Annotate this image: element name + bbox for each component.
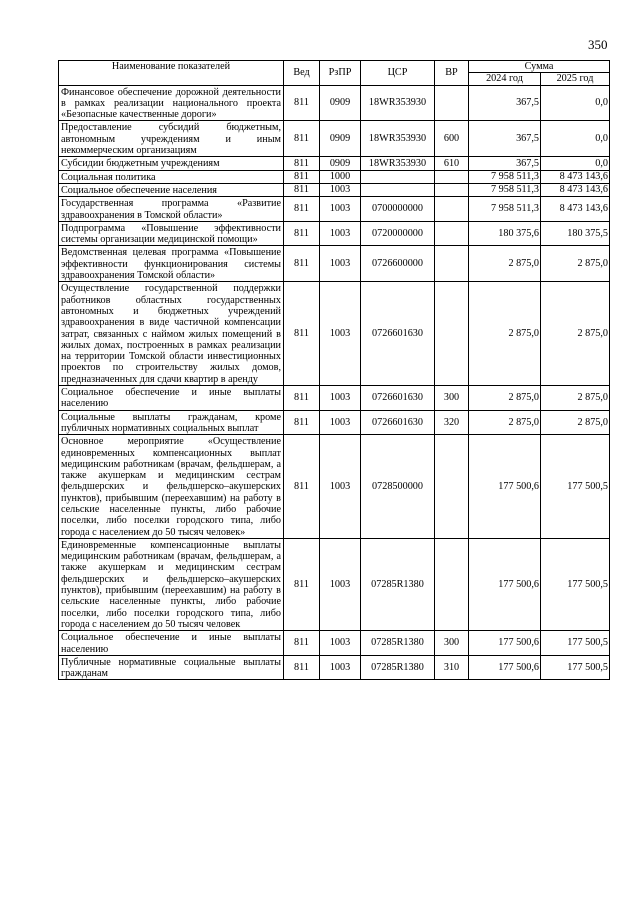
row-ved: 811: [284, 183, 320, 196]
row-name: Осуществление государственной поддержки работников областных государственных автономных и бюджетных учреждений здравоохранения в виде частичной компенсации затрат, связанных с наймом жилых помещений в жилых домах, построенных в рамках реализации на территории Томской области инвестиционных проектов по строительству жилых домов, предназначенных для сдачи квартир в аренду: [59, 282, 284, 386]
row-sum-2024: 180 375,6: [469, 221, 541, 246]
row-name: Единовременные компенсационные выплаты медицинским работникам (врачам, фельдшерам, а также акушеркам и медицинским сестрам фельдшерских и фельдшерско–акушерских пунктов), прибывшим (переехавшим) на работу в сельские населенные пункты, либо рабочие поселки, либо поселки городского типа, либо города с населением до 50 тысяч человек: [59, 538, 284, 630]
row-csr: 18WR353930: [361, 157, 435, 170]
row-csr: 0726600000: [361, 246, 435, 282]
row-sum-2025: 0,0: [541, 85, 610, 121]
header-vr: ВР: [435, 61, 469, 86]
row-vr: 320: [435, 410, 469, 435]
row-sum-2025: 0,0: [541, 157, 610, 170]
table-row: [59, 157, 610, 170]
row-vr: 300: [435, 386, 469, 411]
row-name: Основное мероприятие «Осуществление единовременных компенсационных выплат медицинским работникам (врачам, фельдшерам, а также акушеркам и медицинским сестрам фельдшерских и фельдшерско–акушерских пунктов), прибывшим (переехавшим) на работу в сельские населенные пункты, либо рабочие поселки, либо поселки городского типа, либо города с населением до 50 тысяч человек»: [59, 435, 284, 539]
row-vr: [435, 197, 469, 222]
row-ved: 811: [284, 121, 320, 157]
row-rzpr: 1000: [320, 170, 361, 183]
row-name: Государственная программа «Развитие здравоохранения в Томской области»: [59, 197, 284, 222]
row-vr: [435, 435, 469, 539]
row-sum-2025: 177 500,5: [541, 655, 610, 680]
header-ved: Вед: [284, 61, 320, 86]
row-sum-2025: 2 875,0: [541, 246, 610, 282]
row-csr: [361, 170, 435, 183]
page-number: 350: [588, 37, 608, 52]
table-row: [59, 410, 610, 435]
table-row: [59, 246, 610, 282]
row-sum-2024: 177 500,6: [469, 538, 541, 630]
table-row: [59, 655, 610, 680]
row-name: Социальное обеспечение и иные выплаты населению: [59, 386, 284, 411]
row-vr: 600: [435, 121, 469, 157]
row-ved: 811: [284, 197, 320, 222]
row-rzpr: 1003: [320, 197, 361, 222]
row-sum-2025: 177 500,5: [541, 631, 610, 656]
row-vr: [435, 221, 469, 246]
row-rzpr: 1003: [320, 386, 361, 411]
table-row: [59, 183, 610, 196]
header-name: Наименование показателей: [59, 61, 284, 86]
row-sum-2024: 177 500,6: [469, 655, 541, 680]
row-ved: 811: [284, 655, 320, 680]
row-ved: 811: [284, 538, 320, 630]
row-rzpr: 1003: [320, 183, 361, 196]
table-row: [59, 170, 610, 183]
row-sum-2025: 0,0: [541, 121, 610, 157]
row-rzpr: 1003: [320, 246, 361, 282]
table-row: [59, 221, 610, 246]
row-sum-2025: 177 500,5: [541, 435, 610, 539]
row-sum-2024: 367,5: [469, 121, 541, 157]
row-sum-2024: 7 958 511,3: [469, 197, 541, 222]
row-sum-2025: 2 875,0: [541, 386, 610, 411]
row-name: Социальное обеспечение населения: [59, 183, 284, 196]
row-rzpr: 0909: [320, 157, 361, 170]
row-sum-2025: 180 375,5: [541, 221, 610, 246]
row-vr: 610: [435, 157, 469, 170]
row-sum-2024: 2 875,0: [469, 386, 541, 411]
row-ved: 811: [284, 85, 320, 121]
row-sum-2024: 2 875,0: [469, 246, 541, 282]
row-csr: 18WR353930: [361, 121, 435, 157]
header-csr: ЦСР: [361, 61, 435, 86]
row-rzpr: 1003: [320, 435, 361, 539]
row-ved: 811: [284, 631, 320, 656]
row-ved: 811: [284, 435, 320, 539]
row-name: Социальные выплаты гражданам, кроме публичных нормативных социальных выплат: [59, 410, 284, 435]
row-sum-2024: 177 500,6: [469, 631, 541, 656]
budget-table: [58, 60, 610, 680]
header-year-2025: 2025 год: [541, 73, 610, 85]
row-sum-2025: 8 473 143,6: [541, 170, 610, 183]
row-sum-2024: 177 500,6: [469, 435, 541, 539]
row-rzpr: 1003: [320, 631, 361, 656]
row-sum-2024: 367,5: [469, 157, 541, 170]
row-vr: [435, 183, 469, 196]
row-name: Ведомственная целевая программа «Повышение эффективности функционирования системы здравоохранения Томской области»: [59, 246, 284, 282]
row-csr: 07285R1380: [361, 538, 435, 630]
row-vr: 300: [435, 631, 469, 656]
row-name: Публичные нормативные социальные выплаты гражданам: [59, 655, 284, 680]
table-body: [59, 85, 610, 680]
row-rzpr: 1003: [320, 410, 361, 435]
row-csr: 0726601630: [361, 282, 435, 386]
row-ved: 811: [284, 221, 320, 246]
row-csr: 0726601630: [361, 386, 435, 411]
header-rzpr: РзПР: [320, 61, 361, 86]
row-sum-2025: 177 500,5: [541, 538, 610, 630]
row-rzpr: 0909: [320, 121, 361, 157]
header-sum: Сумма: [469, 61, 610, 73]
row-ved: 811: [284, 282, 320, 386]
row-sum-2025: 2 875,0: [541, 410, 610, 435]
row-sum-2024: 7 958 511,3: [469, 183, 541, 196]
row-csr: 0700000000: [361, 197, 435, 222]
table-row: [59, 435, 610, 539]
row-name: Предоставление субсидий бюджетным, автономным учреждениям и иным некоммерческим организациям: [59, 121, 284, 157]
table-row: [59, 85, 610, 121]
row-rzpr: 1003: [320, 655, 361, 680]
row-vr: [435, 170, 469, 183]
row-name: Субсидии бюджетным учреждениям: [59, 157, 284, 170]
row-sum-2024: 2 875,0: [469, 410, 541, 435]
row-vr: [435, 85, 469, 121]
table-row: [59, 121, 610, 157]
row-sum-2024: 7 958 511,3: [469, 170, 541, 183]
row-sum-2024: 2 875,0: [469, 282, 541, 386]
row-csr: 07285R1380: [361, 631, 435, 656]
row-name: Социальная политика: [59, 170, 284, 183]
row-sum-2024: 367,5: [469, 85, 541, 121]
row-ved: 811: [284, 157, 320, 170]
table-row: [59, 197, 610, 222]
table-row: [59, 282, 610, 386]
row-ved: 811: [284, 246, 320, 282]
row-sum-2025: 2 875,0: [541, 282, 610, 386]
row-ved: 811: [284, 170, 320, 183]
table-row: [59, 538, 610, 630]
table-row: [59, 386, 610, 411]
row-vr: [435, 538, 469, 630]
row-rzpr: 1003: [320, 282, 361, 386]
row-vr: [435, 246, 469, 282]
row-vr: 310: [435, 655, 469, 680]
row-rzpr: 1003: [320, 538, 361, 630]
row-ved: 811: [284, 410, 320, 435]
row-name: Финансовое обеспечение дорожной деятельности в рамках реализации национального проекта «Безопасные качественные дороги»: [59, 85, 284, 121]
row-ved: 811: [284, 386, 320, 411]
row-csr: 07285R1380: [361, 655, 435, 680]
table-row: [59, 631, 610, 656]
row-rzpr: 1003: [320, 221, 361, 246]
row-rzpr: 0909: [320, 85, 361, 121]
row-name: Социальное обеспечение и иные выплаты населению: [59, 631, 284, 656]
row-csr: 18WR353930: [361, 85, 435, 121]
row-csr: 0728500000: [361, 435, 435, 539]
row-sum-2025: 8 473 143,6: [541, 197, 610, 222]
row-csr: 0726601630: [361, 410, 435, 435]
header-year-2024: 2024 год: [469, 73, 541, 85]
row-name: Подпрограмма «Повышение эффективности системы организации медицинской помощи»: [59, 221, 284, 246]
row-sum-2025: 8 473 143,6: [541, 183, 610, 196]
row-csr: [361, 183, 435, 196]
row-vr: [435, 282, 469, 386]
row-csr: 0720000000: [361, 221, 435, 246]
